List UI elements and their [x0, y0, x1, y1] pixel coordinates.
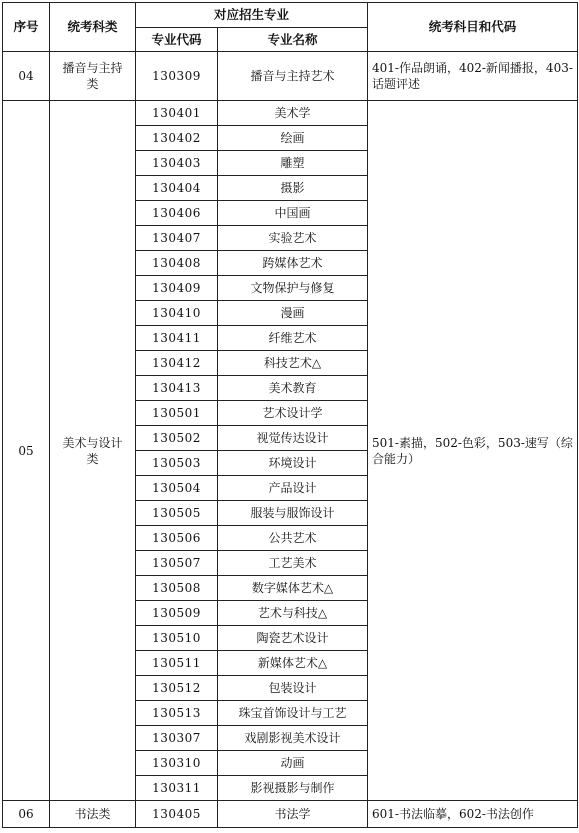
cell-major-code: 130403 — [136, 151, 218, 176]
exam-subject-table — [2, 2, 578, 828]
cell-major-code: 130509 — [136, 601, 218, 626]
cell-major-name: 跨媒体艺术 — [218, 251, 368, 276]
cell-major-code: 130409 — [136, 276, 218, 301]
cell-subjects: 401-作品朗诵，402-新闻播报，403-话题评述 — [368, 52, 578, 101]
cell-major-name: 雕塑 — [218, 151, 368, 176]
cell-major-name: 美术学 — [218, 101, 368, 126]
cell-major-name: 公共艺术 — [218, 526, 368, 551]
cell-major-name: 播音与主持艺术 — [218, 52, 368, 101]
cell-major-code: 130413 — [136, 376, 218, 401]
header-subjects: 统考科目和代码 — [368, 3, 578, 52]
cell-major-name: 工艺美术 — [218, 551, 368, 576]
cell-major-name: 书法学 — [218, 801, 368, 828]
cell-major-code: 130502 — [136, 426, 218, 451]
cell-subjects: 601-书法临摹，602-书法创作 — [368, 801, 578, 828]
cell-major-code: 130404 — [136, 176, 218, 201]
cell-major-name: 包装设计 — [218, 676, 368, 701]
cell-major-code: 130402 — [136, 126, 218, 151]
cell-major-code: 130310 — [136, 751, 218, 776]
cell-major-code: 130401 — [136, 101, 218, 126]
cell-major-code: 130504 — [136, 476, 218, 501]
table-body — [3, 52, 578, 828]
cell-major-name: 文物保护与修复 — [218, 276, 368, 301]
cell-major-code: 130311 — [136, 776, 218, 801]
cell-major-name: 服装与服饰设计 — [218, 501, 368, 526]
cell-major-code: 130513 — [136, 701, 218, 726]
cell-major-code: 130408 — [136, 251, 218, 276]
cell-major-code: 130410 — [136, 301, 218, 326]
cell-major-code: 130406 — [136, 201, 218, 226]
cell-major-name: 纤维艺术 — [218, 326, 368, 351]
cell-major-name: 环境设计 — [218, 451, 368, 476]
table-row — [3, 101, 578, 126]
table-row — [3, 801, 578, 828]
table-row — [3, 52, 578, 101]
cell-major-name: 科技艺术△ — [218, 351, 368, 376]
cell-major-code: 130405 — [136, 801, 218, 828]
cell-major-name: 陶瓷艺术设计 — [218, 626, 368, 651]
cell-major-code: 130309 — [136, 52, 218, 101]
header-major-group: 对应招生专业 — [136, 3, 368, 28]
cell-major-code: 130507 — [136, 551, 218, 576]
cell-major-name: 漫画 — [218, 301, 368, 326]
header-major-name: 专业名称 — [218, 28, 368, 52]
cell-major-name: 戏剧影视美术设计 — [218, 726, 368, 751]
cell-subjects: 501-素描，502-色彩，503-速写（综合能力） — [368, 101, 578, 801]
cell-major-code: 130506 — [136, 526, 218, 551]
cell-category: 美术与设计类 — [50, 101, 136, 801]
cell-major-name: 摄影 — [218, 176, 368, 201]
cell-major-code: 130510 — [136, 626, 218, 651]
cell-major-code: 130501 — [136, 401, 218, 426]
cell-major-name: 实验艺术 — [218, 226, 368, 251]
cell-major-code: 130505 — [136, 501, 218, 526]
cell-major-name: 中国画 — [218, 201, 368, 226]
cell-major-name: 艺术与科技△ — [218, 601, 368, 626]
cell-major-name: 绘画 — [218, 126, 368, 151]
cell-major-name: 艺术设计学 — [218, 401, 368, 426]
cell-seq: 04 — [3, 52, 50, 101]
cell-major-code: 130412 — [136, 351, 218, 376]
cell-category: 播音与主持类 — [50, 52, 136, 101]
cell-major-code: 130307 — [136, 726, 218, 751]
header-major-code: 专业代码 — [136, 28, 218, 52]
cell-major-name: 数字媒体艺术△ — [218, 576, 368, 601]
cell-major-name: 美术教育 — [218, 376, 368, 401]
cell-major-code: 130511 — [136, 651, 218, 676]
header-seq: 序号 — [3, 3, 50, 52]
cell-major-name: 产品设计 — [218, 476, 368, 501]
cell-major-code: 130512 — [136, 676, 218, 701]
cell-category: 书法类 — [50, 801, 136, 828]
header-category: 统考科类 — [50, 3, 136, 52]
cell-major-code: 130407 — [136, 226, 218, 251]
cell-major-code: 130411 — [136, 326, 218, 351]
cell-major-name: 新媒体艺术△ — [218, 651, 368, 676]
cell-major-code: 130503 — [136, 451, 218, 476]
cell-major-name: 动画 — [218, 751, 368, 776]
cell-seq: 06 — [3, 801, 50, 828]
cell-major-name: 珠宝首饰设计与工艺 — [218, 701, 368, 726]
cell-major-code: 130508 — [136, 576, 218, 601]
cell-seq: 05 — [3, 101, 50, 801]
cell-major-name: 影视摄影与制作 — [218, 776, 368, 801]
cell-major-name: 视觉传达设计 — [218, 426, 368, 451]
